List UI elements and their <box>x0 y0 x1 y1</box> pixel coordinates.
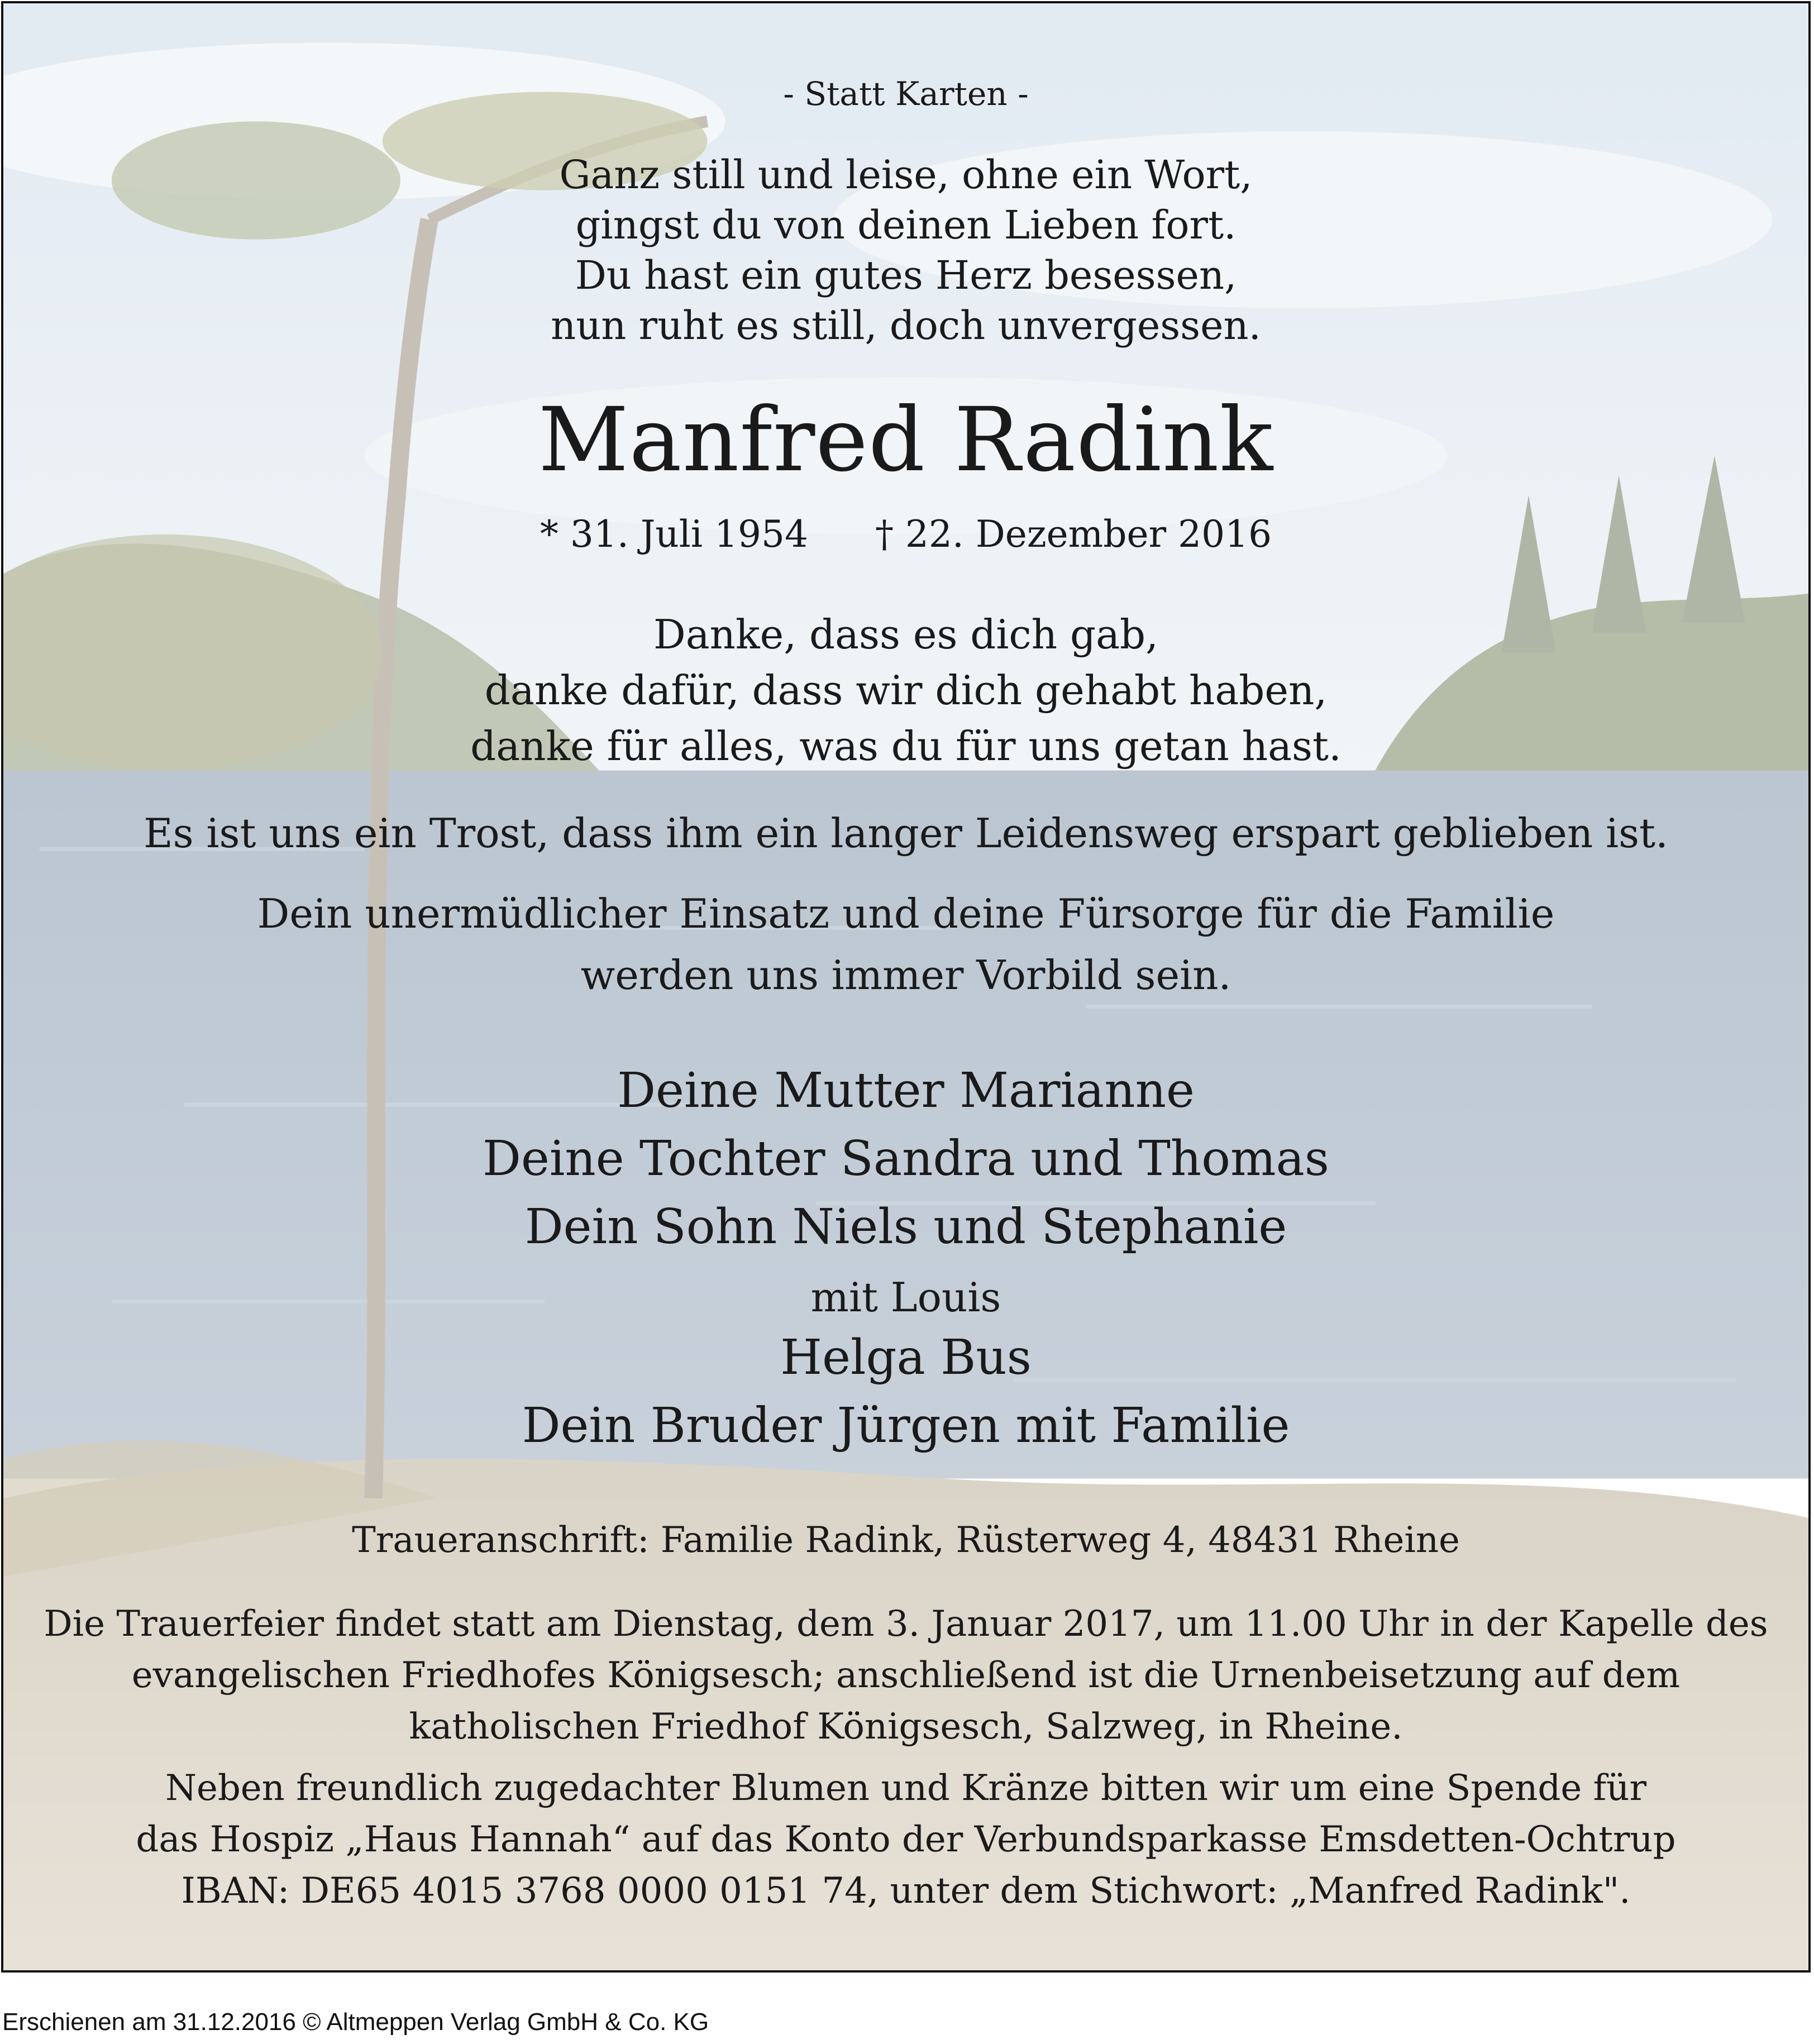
family-helga: Helga Bus <box>780 1330 1032 1386</box>
publication-footer: Erschienen am 31.12.2016 © Altmeppen Verlag GmbH & Co. KG <box>2 2008 709 2036</box>
family-brother: Dein Bruder Jürgen mit Familie <box>522 1398 1290 1454</box>
donation-line: IBAN: DE65 4015 3768 0000 0151 74, unter dem Stichwort: „Manfred Radink". <box>181 1870 1631 1912</box>
donation-line: das Hospiz „Haus Hannah“ auf das Konto der Verbundsparkasse Emsdetten-Ochtrup <box>136 1819 1676 1860</box>
notice-content <box>3 3 1808 1970</box>
obituary-notice <box>1 1 1811 1973</box>
poem-line: Du hast ein gutes Herz besessen, <box>575 252 1237 298</box>
poem-line: Ganz still und leise, ohne ein Wort, <box>559 152 1253 198</box>
ceremony-line: katholischen Friedhof Königsesch, Salzweg, in Rheine. <box>409 1706 1403 1747</box>
thanks-line: danke dafür, dass wir dich gehabt haben, <box>484 667 1328 714</box>
family-daughter: Deine Tochter Sandra und Thomas <box>483 1131 1329 1187</box>
tribute-line: werden uns immer Vorbild sein. <box>580 952 1231 999</box>
notice-header: - Statt Karten - <box>783 75 1029 113</box>
tribute-line: Dein unermüdlicher Einsatz und deine Fürsorge für die Familie <box>257 890 1555 937</box>
grandchild-name: mit Louis <box>810 1274 1001 1321</box>
donation-line: Neben freundlich zugedachter Blumen und Kränze bitten wir um eine Spende für <box>165 1768 1647 1809</box>
birth-date: * 31. Juli 1954 <box>540 513 808 556</box>
deceased-name: Manfred Radink <box>538 389 1274 491</box>
mourning-address: Traueranschrift: Familie Radink, Rüsterweg 4, 48431 Rheine <box>352 1520 1460 1561</box>
comfort-text: Es ist uns ein Trost, dass ihm ein langer Leidensweg erspart geblieben ist. <box>144 810 1668 857</box>
ceremony-line: evangelischen Friedhofes Königsesch; anschließend ist die Urnenbeisetzung auf dem <box>131 1655 1681 1696</box>
life-dates <box>3 513 1808 556</box>
poem-line: nun ruht es still, doch unvergessen. <box>551 303 1261 348</box>
death-date: † 22. Dezember 2016 <box>875 513 1272 556</box>
family-mother: Deine Mutter Marianne <box>617 1063 1195 1119</box>
poem-line: gingst du von deinen Lieben fort. <box>575 202 1237 248</box>
thanks-line: danke für alles, was du für uns getan hast. <box>470 723 1342 770</box>
family-son: Dein Sohn Niels und Stephanie <box>524 1199 1287 1255</box>
family-grandchild <box>3 1261 1808 1330</box>
ceremony-line: Die Trauerfeier findet statt am Dienstag, dem 3. Januar 2017, um 11.00 Uhr in der Kapelle des <box>44 1603 1768 1645</box>
thanks-line: Danke, dass es dich gab, <box>653 611 1158 658</box>
